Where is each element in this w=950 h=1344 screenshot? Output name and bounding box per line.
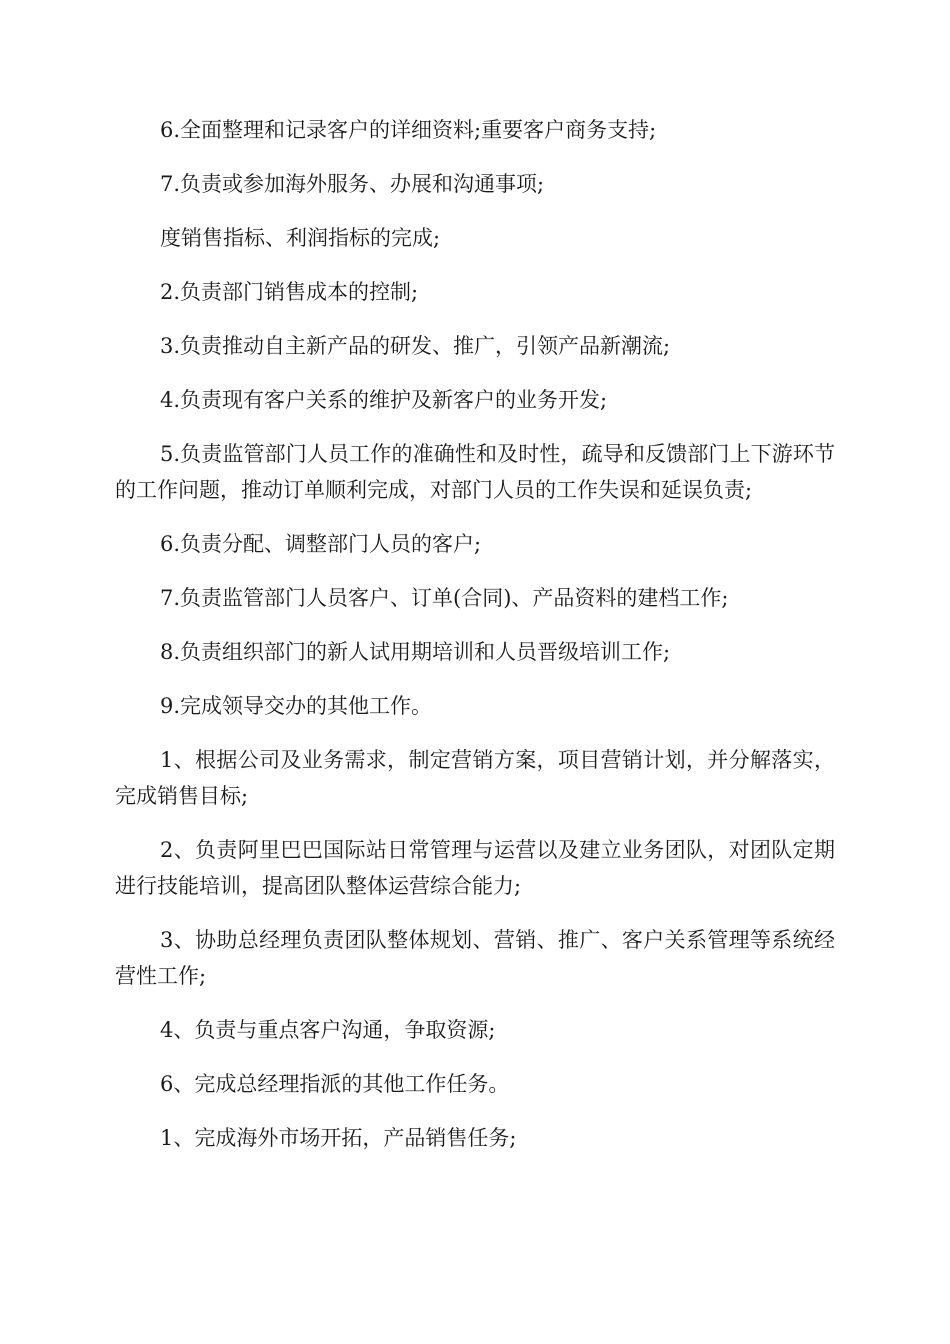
- paragraph: 6、完成总经理指派的其他工作任务。: [160, 1072, 510, 1096]
- paragraph: 9.完成领导交办的其他工作。: [160, 694, 433, 718]
- paragraph: 6.全面整理和记录客户的详细资料;重要客户商务支持;: [160, 118, 657, 142]
- paragraph: 1、完成海外市场开拓，产品销售任务;: [160, 1126, 517, 1150]
- paragraph: 5.负责监管部门人员工作的准确性和及时性，疏导和反馈部门上下游环节的工作问题，推动订单顺利完成，对部门人员的工作失误和延误负责;: [115, 442, 835, 502]
- paragraph: 3、协助总经理负责团队整体规划、营销、推广、客户关系管理等系统经营性工作;: [115, 928, 835, 988]
- paragraph: 2.负责部门销售成本的控制;: [160, 280, 419, 304]
- paragraph: 7.负责监管部门人员客户、订单(合同)、产品资料的建档工作;: [160, 586, 729, 610]
- paragraph: 8.负责组织部门的新人试用期培训和人员晋级培训工作;: [160, 640, 671, 664]
- paragraph: 6.负责分配、调整部门人员的客户;: [160, 532, 482, 556]
- document-body: [115, 112, 835, 1174]
- paragraph: 4.负责现有客户关系的维护及新客户的业务开发;: [160, 388, 608, 412]
- paragraph: 3.负责推动自主新产品的研发、推广，引领产品新潮流;: [160, 334, 671, 358]
- paragraph: 4、负责与重点客户沟通，争取资源;: [160, 1018, 496, 1042]
- paragraph: 1、根据公司及业务需求，制定营销方案，项目营销计划，并分解落实，完成销售目标;: [115, 748, 835, 808]
- paragraph: 7.负责或参加海外服务、办展和沟通事项;: [160, 172, 545, 196]
- paragraph: 度销售指标、利润指标的完成;: [160, 226, 441, 250]
- paragraph: 2、负责阿里巴巴国际站日常管理与运营以及建立业务团队，对团队定期进行技能培训，提高团队整体运营综合能力;: [115, 838, 835, 898]
